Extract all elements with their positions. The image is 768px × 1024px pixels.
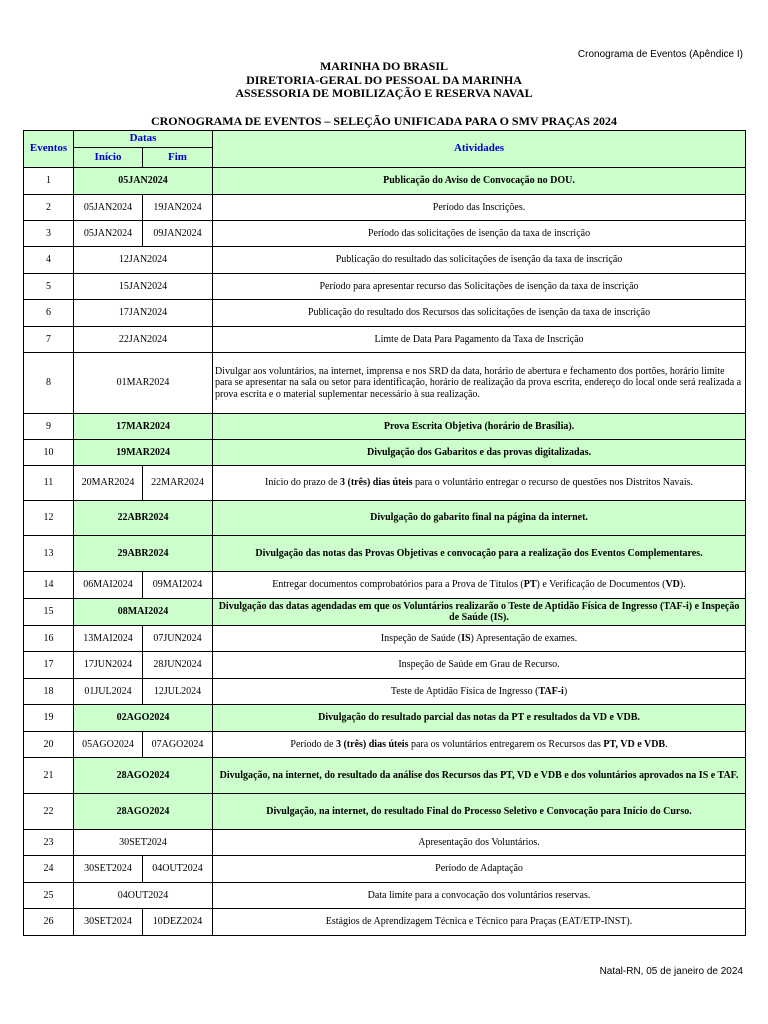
table-row — [24, 168, 746, 195]
table-row — [24, 440, 746, 466]
table-row — [24, 572, 746, 599]
start-date: 30SET2024 — [74, 909, 143, 936]
table-row — [24, 883, 746, 909]
activity-description: Período de 3 (três) dias úteis para os voluntários entregarem os Recursos das PT, VD e VDB. — [213, 732, 746, 758]
event-number: 26 — [24, 909, 74, 936]
activity-description: Divulgação do gabarito final na página da internet. — [213, 501, 746, 536]
appendix-label: Cronograma de Eventos (Apêndice I) — [577, 49, 743, 60]
event-date: 22JAN2024 — [74, 327, 213, 353]
activity-description: Limte de Data Para Pagamento da Taxa de Inscrição — [213, 327, 746, 353]
table-row — [24, 679, 746, 705]
start-date: 05JAN2024 — [74, 195, 143, 221]
event-date: 29ABR2024 — [74, 536, 213, 572]
schedule-table — [23, 130, 746, 936]
activity-description: Apresentação dos Voluntários. — [213, 830, 746, 856]
activity-description: Inspeção de Saúde em Grau de Recurso. — [213, 652, 746, 679]
table-row — [24, 909, 746, 936]
table-row — [24, 501, 746, 536]
event-date: 17JAN2024 — [74, 300, 213, 327]
activity-description: Divulgação, na internet, do resultado da análise dos Recursos das PT, VD e VDB e dos voluntários aprovados na IS e TAF. — [213, 758, 746, 794]
end-date: 07AGO2024 — [143, 732, 213, 758]
table-row — [24, 195, 746, 221]
table-row — [24, 221, 746, 247]
activity-description: Período de Adaptação — [213, 856, 746, 883]
activity-description: Divulgar aos voluntários, na internet, imprensa e nos SRD da data, horário de abertura e fechamento dos portões, horário limite para se apresentar na sala ou setor para identificação, horário de realização da prova escrita, endereço do local onde será realizada a prova escrita e o material suplementar necessário à sua realização. — [213, 353, 746, 414]
table-row — [24, 536, 746, 572]
activity-description: Divulgação das notas das Provas Objetivas e convocação para a realização dos Eventos Complementares. — [213, 536, 746, 572]
table-row — [24, 300, 746, 327]
col-header-datas: Datas — [74, 131, 213, 148]
activity-description: Divulgação do resultado parcial das notas da PT e resultados da VD e VDB. — [213, 705, 746, 732]
end-date: 07JUN2024 — [143, 626, 213, 652]
start-date: 06MAI2024 — [74, 572, 143, 599]
activity-description: Período para apresentar recurso das Solicitações de isenção da taxa de inscrição — [213, 274, 746, 300]
activity-description: Divulgação, na internet, do resultado Final do Processo Seletivo e Convocação para Início do Curso. — [213, 794, 746, 830]
activity-description: Prova Escrita Objetiva (horário de Brasília). — [213, 414, 746, 440]
event-number: 10 — [24, 440, 74, 466]
event-number: 24 — [24, 856, 74, 883]
end-date: 09MAI2024 — [143, 572, 213, 599]
document-title: CRONOGRAMA DE EVENTOS – SELEÇÃO UNIFICADA PARA O SMV PRAÇAS 2024 — [150, 114, 618, 128]
table-row — [24, 856, 746, 883]
event-number: 21 — [24, 758, 74, 794]
event-date: 15JAN2024 — [74, 274, 213, 300]
start-date: 13MAI2024 — [74, 626, 143, 652]
footer-date: Natal-RN, 05 de janeiro de 2024 — [599, 966, 743, 977]
header-line-2: DIRETORIA-GERAL DO PESSOAL DA MARINHA — [246, 72, 522, 87]
table-row — [24, 732, 746, 758]
event-number: 17 — [24, 652, 74, 679]
activity-description: Entregar documentos comprobatórios para a Prova de Títulos (PT) e Verificação de Documentos (VD). — [213, 572, 746, 599]
event-number: 16 — [24, 626, 74, 652]
start-date: 17JUN2024 — [74, 652, 143, 679]
activity-description: Publicação do resultado das solicitações de isenção da taxa de inscrição — [213, 247, 746, 274]
table-row — [24, 274, 746, 300]
table-row — [24, 652, 746, 679]
end-date: 19JAN2024 — [143, 195, 213, 221]
event-date: 28AGO2024 — [74, 794, 213, 830]
col-header-inicio: Início — [74, 148, 143, 168]
event-date: 19MAR2024 — [74, 440, 213, 466]
event-date: 05JAN2024 — [74, 168, 213, 195]
table-row — [24, 794, 746, 830]
activity-description: Publicação do Aviso de Convocação no DOU. — [213, 168, 746, 195]
end-date: 22MAR2024 — [143, 466, 213, 501]
start-date: 01JUL2024 — [74, 679, 143, 705]
event-number: 11 — [24, 466, 74, 501]
activity-description: Inspeção de Saúde (IS) Apresentação de exames. — [213, 626, 746, 652]
activity-description: Divulgação dos Gabaritos e das provas digitalizadas. — [213, 440, 746, 466]
event-number: 13 — [24, 536, 74, 572]
event-date: 22ABR2024 — [74, 501, 213, 536]
activity-description: Publicação do resultado dos Recursos das solicitações de isenção da taxa de inscrição — [213, 300, 746, 327]
event-number: 1 — [24, 168, 74, 195]
event-number: 22 — [24, 794, 74, 830]
event-number: 3 — [24, 221, 74, 247]
event-number: 20 — [24, 732, 74, 758]
end-date: 04OUT2024 — [143, 856, 213, 883]
table-row — [24, 247, 746, 274]
event-number: 2 — [24, 195, 74, 221]
table-row — [24, 599, 746, 626]
end-date: 09JAN2024 — [143, 221, 213, 247]
activity-description: Divulgação das datas agendadas em que os Voluntários realizarão o Teste de Aptidão Física de Ingresso (TAF-i) e Inspeção de Saúde (IS). — [213, 599, 746, 626]
table-row — [24, 758, 746, 794]
col-header-fim: Fim — [143, 148, 213, 168]
table-row — [24, 626, 746, 652]
event-number: 15 — [24, 599, 74, 626]
event-date: 02AGO2024 — [74, 705, 213, 732]
table-row — [24, 327, 746, 353]
activity-description: Início do prazo de 3 (três) dias úteis para o voluntário entregar o recurso de questões nos Distritos Navais. — [213, 466, 746, 501]
event-number: 8 — [24, 353, 74, 414]
start-date: 05JAN2024 — [74, 221, 143, 247]
activity-description: Teste de Aptidão Física de Ingresso (TAF-i) — [213, 679, 746, 705]
header-line-1: MARINHA DO BRASIL — [319, 59, 448, 73]
event-date: 28AGO2024 — [74, 758, 213, 794]
activity-description: Estágios de Aprendizagem Técnica e Técnico para Praças (EAT/ETP-INST). — [213, 909, 746, 936]
table-row — [24, 705, 746, 732]
event-number: 6 — [24, 300, 74, 327]
event-number: 23 — [24, 830, 74, 856]
end-date: 28JUN2024 — [143, 652, 213, 679]
event-date: 08MAI2024 — [74, 599, 213, 626]
table-row — [24, 830, 746, 856]
event-date: 30SET2024 — [74, 830, 213, 856]
table-row — [24, 414, 746, 440]
document-header — [0, 60, 768, 101]
event-number: 18 — [24, 679, 74, 705]
col-header-atividades: Atividades — [213, 131, 746, 168]
col-header-eventos: Eventos — [24, 131, 74, 168]
schedule-rows — [24, 168, 746, 936]
end-date: 12JUL2024 — [143, 679, 213, 705]
event-number: 7 — [24, 327, 74, 353]
event-number: 4 — [24, 247, 74, 274]
end-date: 10DEZ2024 — [143, 909, 213, 936]
header-line-3: ASSESSORIA DE MOBILIZAÇÃO E RESERVA NAVAL — [235, 86, 533, 100]
event-date: 12JAN2024 — [74, 247, 213, 274]
start-date: 20MAR2024 — [74, 466, 143, 501]
event-number: 14 — [24, 572, 74, 599]
event-date: 17MAR2024 — [74, 414, 213, 440]
table-row — [24, 353, 746, 414]
start-date: 05AGO2024 — [74, 732, 143, 758]
activity-description: Data limite para a convocação dos voluntários reservas. — [213, 883, 746, 909]
event-date: 01MAR2024 — [74, 353, 213, 414]
event-number: 5 — [24, 274, 74, 300]
table-row — [24, 466, 746, 501]
activity-description: Período das solicitações de isenção da taxa de inscrição — [213, 221, 746, 247]
activity-description: Período das Inscrições. — [213, 195, 746, 221]
event-number: 12 — [24, 501, 74, 536]
event-number: 19 — [24, 705, 74, 732]
event-number: 25 — [24, 883, 74, 909]
event-date: 04OUT2024 — [74, 883, 213, 909]
event-number: 9 — [24, 414, 74, 440]
start-date: 30SET2024 — [74, 856, 143, 883]
